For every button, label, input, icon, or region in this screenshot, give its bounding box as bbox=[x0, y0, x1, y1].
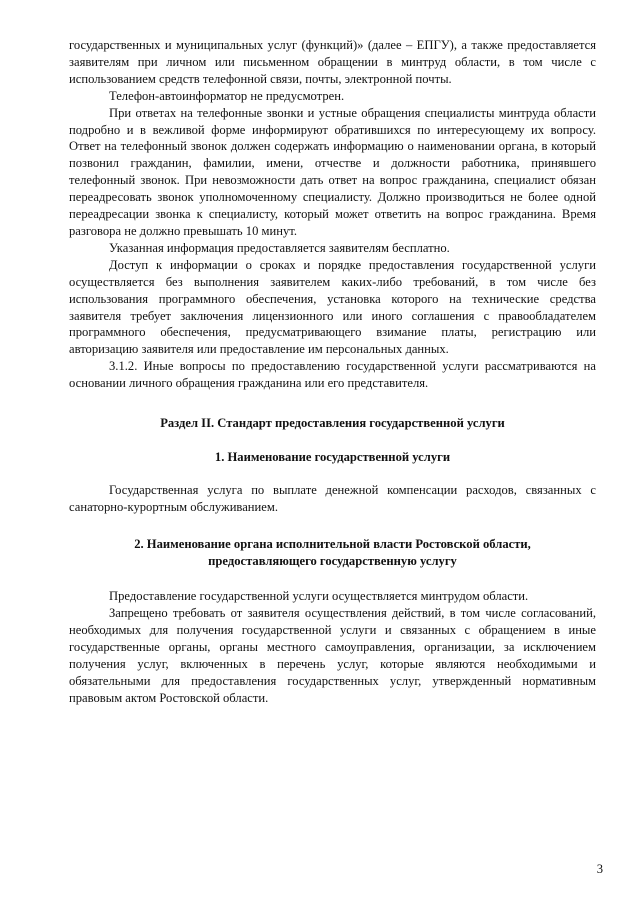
service-name-paragraph: Государственная услуга по выплате денежной компенсации расходов, связанных с санаторно-курортным обслуживанием. bbox=[69, 482, 596, 514]
intro-paragraphs bbox=[69, 37, 596, 392]
body-paragraph: 3.1.2. Иные вопросы по предоставлению государственной услуги рассматриваются на основании личного обращения гражданина или его представителя. bbox=[69, 359, 596, 391]
body-paragraph: государственных и муниципальных услуг (функций)» (далее – ЕПГУ), а также предоставляется заявителям при личном или письменном обращении в минтруд области, в том числе с использованием средств телефонной связи, почты, электронной почты. bbox=[69, 38, 596, 86]
heading-authority-line2: предоставляющего государственную услугу bbox=[208, 553, 457, 568]
page-number: 3 bbox=[596, 862, 603, 876]
body-paragraph: Указанная информация предоставляется заявителям бесплатно. bbox=[109, 240, 450, 255]
body-paragraph: Телефон-автоинформатор не предусмотрен. bbox=[109, 88, 345, 103]
authority-paragraph: Предоставление государственной услуги осуществляется минтрудом области. bbox=[109, 589, 529, 604]
body-paragraph: При ответах на телефонные звонки и устные обращения специалисты минтруда области подробно и в вежливой форме информируют обратившихся по интересующему их вопросу. Ответ на телефонный звонок должен содержать информацию о наименовании органа, в который позвонил гражданин, фамилии, имени, отчестве и должности работника, принявшего телефонный звонок. При невозможности дать ответ на вопрос гражданина, специалист обязан переадресовать звонок уполномоченному специалисту. Должно производиться не более одной переадресации звонка к специалисту, который может ответить на вопрос гражданина. Время разговора не должно превышать 10 минут. bbox=[69, 105, 596, 238]
page-body bbox=[69, 37, 596, 707]
prohibition-paragraph: Запрещено требовать от заявителя осуществления действий, в том числе согласований, необходимых для получения государственной услуги и связанных с обращением в иные государственные органы, органы местного самоуправления, организации, за исключением получения услуг, включенных в перечень услуг, которые являются необходимыми и обязательными для предоставления государственных услуг, утвержденный нормативным правовым актом Ростовской области. bbox=[69, 606, 596, 705]
section-title: Раздел II. Стандарт предоставления государственной услуги bbox=[160, 416, 505, 431]
body-paragraph: Доступ к информации о сроках и порядке предоставления государственной услуги осуществляется без выполнения заявителем каких-либо требований, в том числе без использования программного обеспечения, установка которого на технические средства заявителя требует заключения лицензионного или иного соглашения с правообладателем программного обеспечения, предусматривающего взимание платы, регистрацию или авторизацию заявителя или предоставление им персональных данных. bbox=[69, 257, 596, 357]
heading-authority-line1: 2. Наименование органа исполнительной власти Ростовской области, bbox=[134, 536, 531, 551]
heading-service-name: 1. Наименование государственной услуги bbox=[214, 449, 451, 464]
